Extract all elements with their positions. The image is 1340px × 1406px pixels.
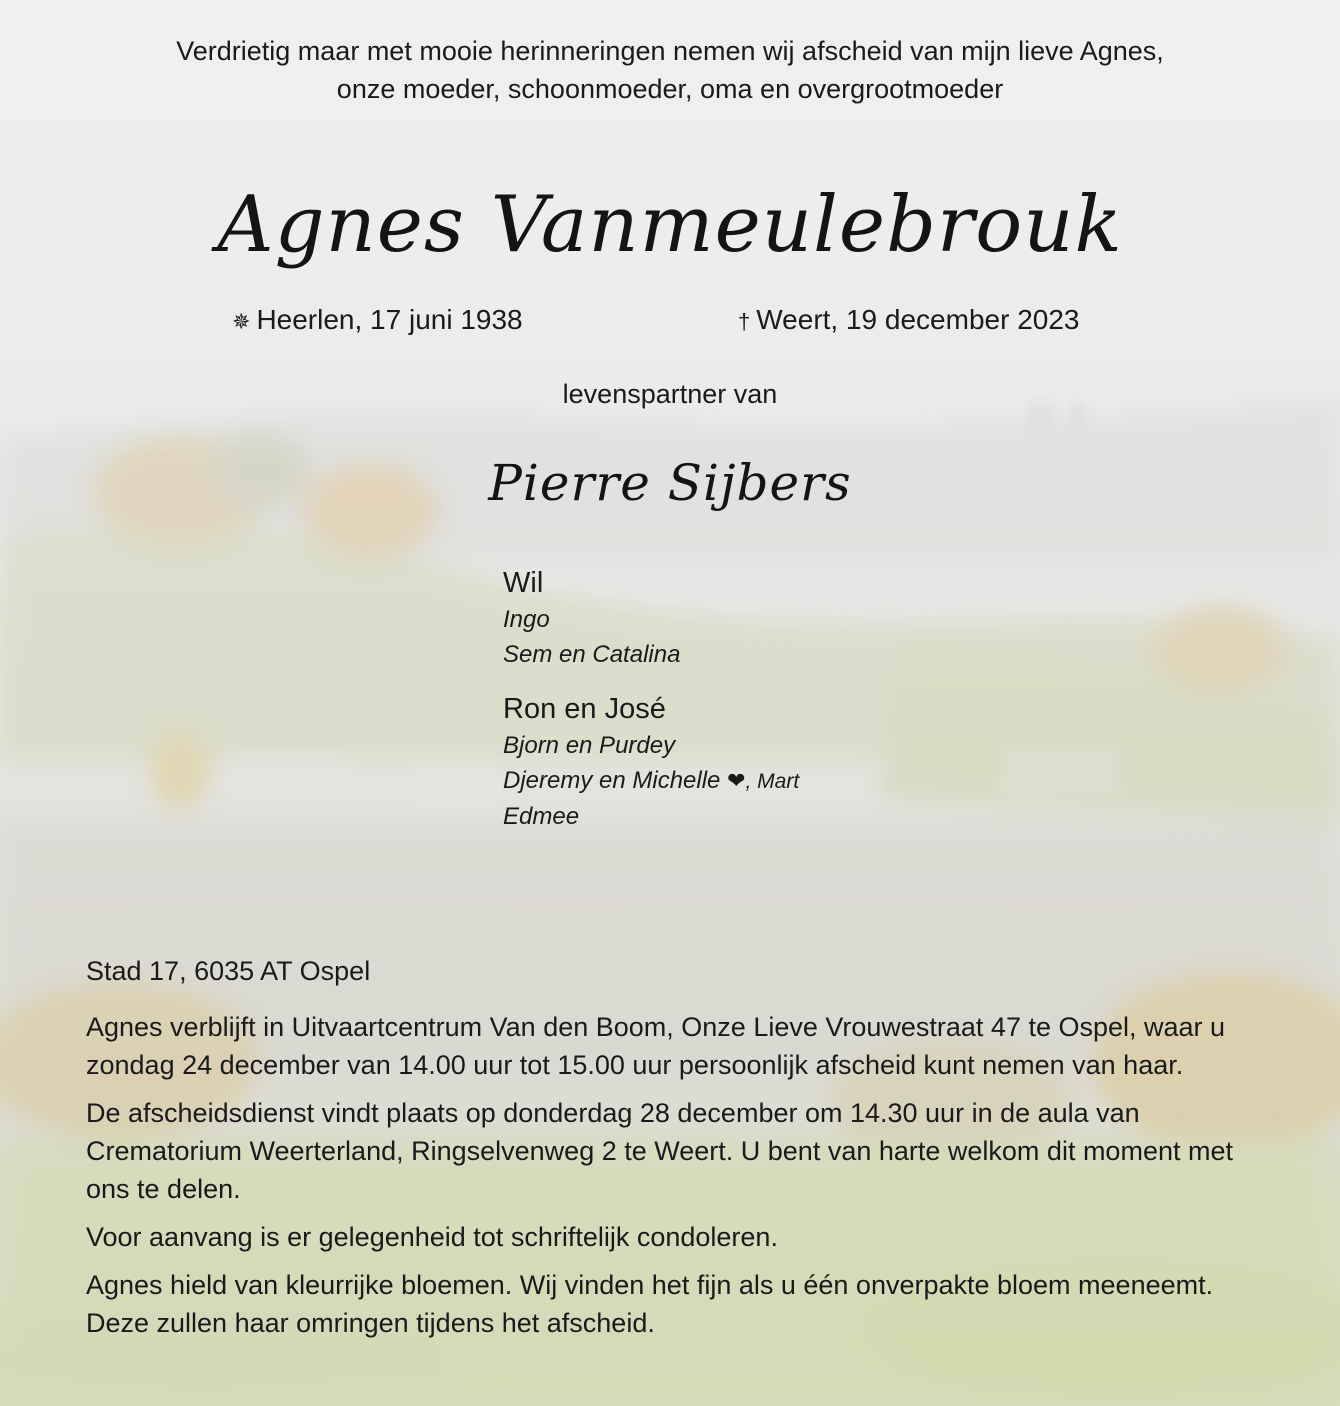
deceased-name: Agnes Vanmeulebrouk	[217, 180, 1123, 270]
family-member: Edmee	[503, 803, 580, 830]
birth-info	[232, 300, 523, 342]
family-member: Ingo	[503, 606, 550, 633]
family-group-head: Ron en José	[503, 693, 666, 725]
paragraph-service: De afscheidsdienst vindt plaats op donderdag 28 december om 14.30 uur in de aula van Crematorium Weerterland, Ringselvenweg 2 te Weert. U bent van harte welkom dit moment met ons te delen.	[86, 1098, 1233, 1204]
death-text: Weert, 19 december 2023	[756, 304, 1080, 335]
intro-text	[0, 32, 1340, 108]
heart-icon: ❤	[727, 768, 746, 793]
paragraph-visitation: Agnes verblijft in Uitvaartcentrum Van den Boom, Onze Lieve Vrouwestraat 47 te Ospel, waar u zondag 24 december van 14.00 uur tot 15.00 uur persoonlijk afscheid kunt nemen van haar.	[86, 1012, 1226, 1080]
intro-line-1: Verdrietig maar met mooie herinneringen nemen wij afscheid van mijn lieve Agnes,	[176, 36, 1164, 66]
partner-label: levenspartner van	[562, 379, 778, 409]
family-list	[503, 564, 799, 852]
home-address: Stad 17, 6035 AT Ospel	[86, 956, 371, 986]
family-member: Sem en Catalina	[503, 641, 681, 668]
family-group-head: Wil	[503, 567, 544, 599]
family-group	[503, 690, 799, 834]
partner-name: Pierre Sijbers	[488, 454, 852, 512]
child-name: , Mart	[745, 770, 800, 793]
birth-text: Heerlen, 17 juni 1938	[256, 304, 523, 335]
paragraph-condolence: Voor aanvang is er gelegenheid tot schriftelijk condoleren.	[86, 1222, 778, 1252]
intro-line-2: onze moeder, schoonmoeder, oma en overgrootmoeder	[336, 74, 1004, 104]
family-member-couple	[503, 763, 799, 799]
paragraph-flowers: Agnes hield van kleurrijke bloemen. Wij vinden het fijn als u één onverpakte bloem meeneemt. Deze zullen haar omringen tijdens het afscheid.	[86, 1270, 1214, 1338]
birth-star-icon: ✵	[232, 309, 251, 334]
family-member: Bjorn en Purdey	[503, 732, 676, 759]
couple-names: Djeremy en Michelle	[503, 767, 721, 794]
family-group	[503, 564, 799, 672]
death-info	[738, 300, 1079, 342]
death-cross-icon: †	[738, 309, 751, 334]
funeral-details	[86, 952, 1266, 1352]
